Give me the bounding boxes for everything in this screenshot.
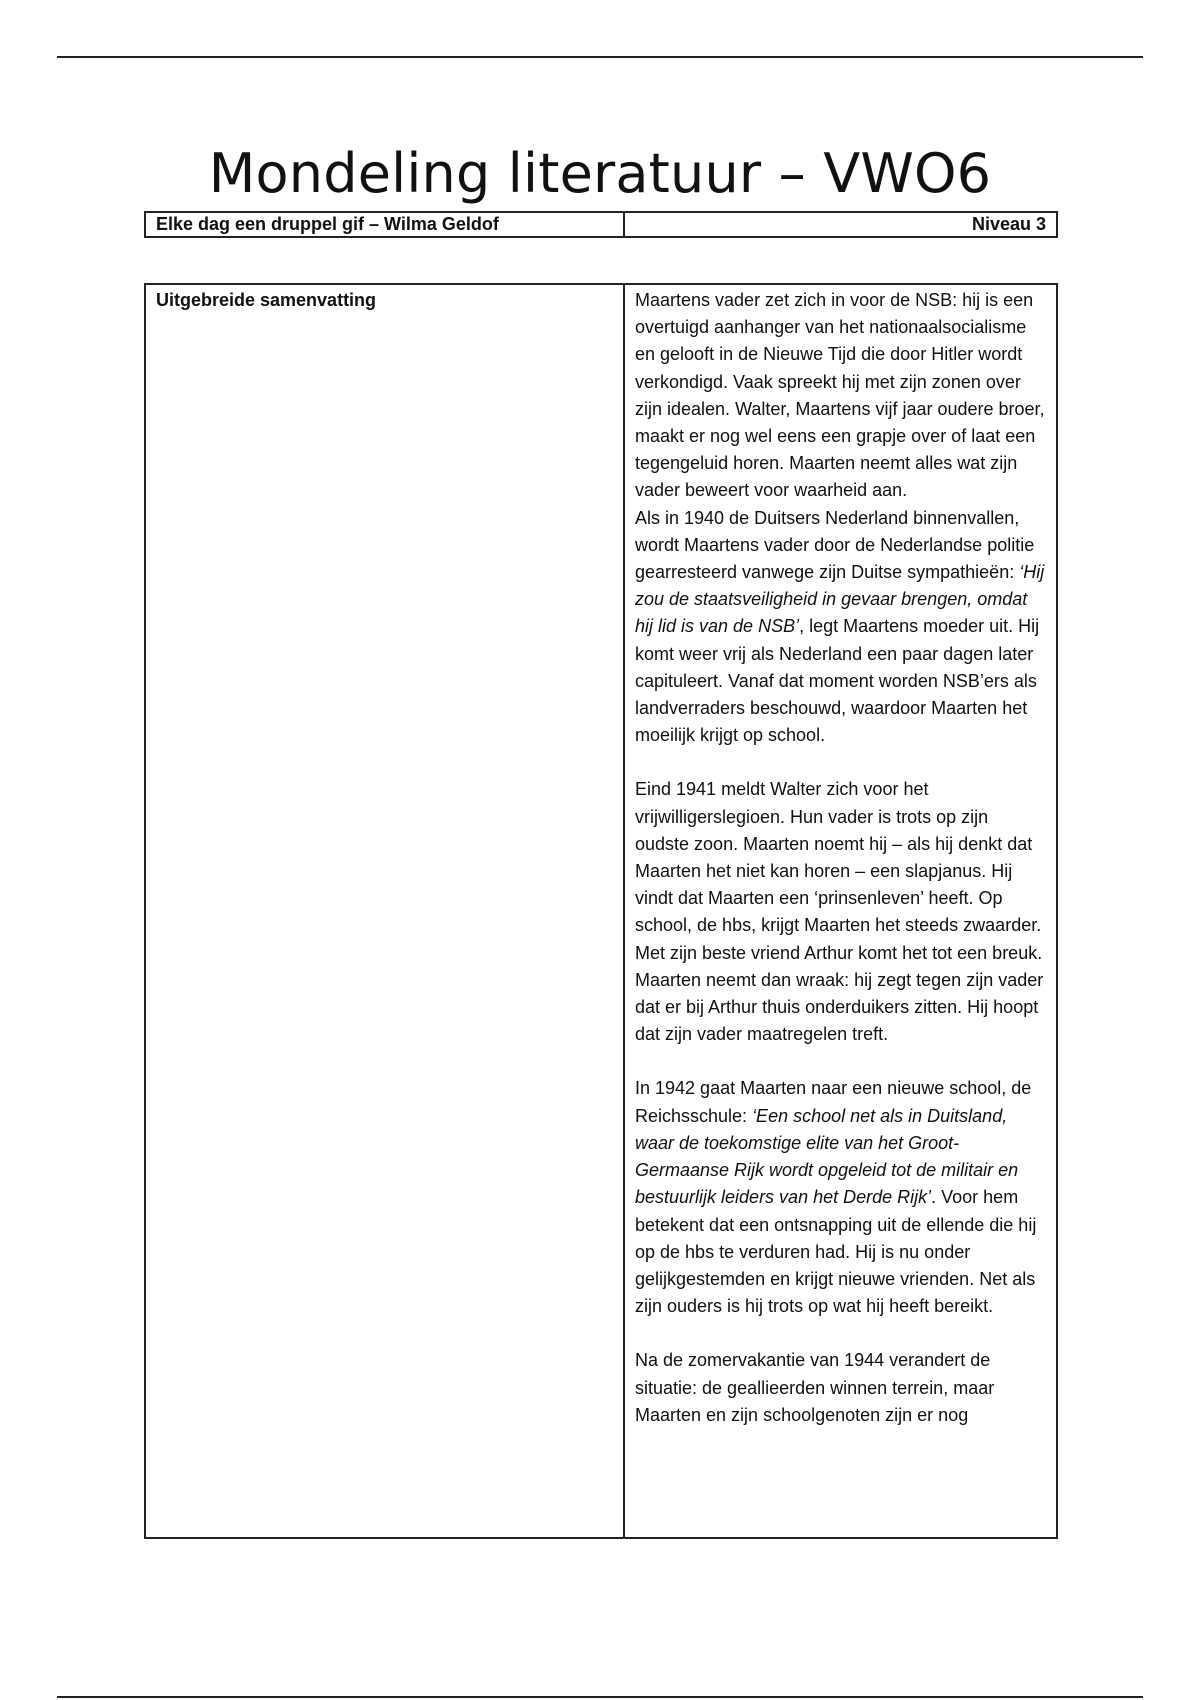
summary-paragraph-5: Na de zomervakantie van 1944 verandert de situatie: de geallieerden winnen terrein, maar Maarten en zijn schoolgenoten zijn er nog [635, 1350, 995, 1425]
summary-text [635, 287, 1046, 1535]
page-title: Mondeling literatuur – VWO6 [208, 142, 992, 205]
summary-paragraph-2 [635, 505, 1046, 750]
page-top-rule [57, 56, 1143, 58]
summary-paragraph-3: Eind 1941 meldt Walter zich voor het vrijwilligerslegioen. Hun vader is trots op zijn oudste zoon. Maarten noemt hij – als hij denkt dat Maarten het niet kan horen – een slapjanus. Hij vindt dat Maarten een ‘prinsenleven’ heeft. Op school, de hbs, krijgt Maarten het steeds zwaarder. Met zijn beste vriend Arthur komt het tot een breuk. Maarten neemt dan wraak: hij zegt tegen zijn vader dat er bij Arthur thuis onderduikers zitten. Hij hoopt dat zijn vader maatregelen treft. [635, 779, 1044, 1045]
summary-paragraph-1: Maartens vader zet zich in voor de NSB: hij is een overtuigd aanhanger van het nationaalsocialisme en gelooft in de Nieuwe Tijd die door Hitler wordt verkondigd. Vaak spreekt hij met zijn zonen over zijn idealen. Walter, Maartens vijf jaar oudere broer, maakt er nog wel eens een grapje over of laat een tegengeluid horen. Maarten neemt alles wat zijn vader beweert voor waarheid aan. [635, 290, 1045, 501]
summary-cell [624, 284, 1057, 1538]
page-bottom-rule [57, 1696, 1143, 1698]
summary-paragraph-2-end: , legt Maartens moeder uit. Hij komt weer vrij als Nederland een paar dagen later capituleert. Vanaf dat moment worden NSB’ers als landverraders beschouwd, waardoor Maarten het moeilijk krijgt op school. [635, 616, 1040, 746]
summary-quote-2: ‘Een school net als in Duitsland, waar de toekomstige elite van het Groot-Germaanse Rijk wordt opgeleid tot de militair en bestuurlijk leiders van het Derde Rijk’ [635, 1105, 1019, 1208]
section-label-cell [145, 284, 624, 1538]
summary-paragraph-4 [635, 1075, 1046, 1320]
book-title-author: Elke dag een druppel gif – Wilma Geldof [145, 212, 624, 237]
summary-paragraph-4-start: In 1942 gaat Maarten naar een nieuwe school, de Reichsschule: [635, 1078, 1032, 1126]
level-label: Niveau 3 [624, 212, 1057, 237]
summary-paragraph-4-end: . Voor hem betekent dat een ontsnapping uit de ellende die hij op de hbs te verduren had. Hij is nu onder gelijkgestemden en krijgt nieuwe vrienden. Net als zijn ouders is hij trots op wat hij heeft bereikt. [635, 1187, 1037, 1317]
summary-paragraph-2-start: Als in 1940 de Duitsers Nederland binnenvallen, wordt Maartens vader door de Nederlandse politie gearresteerd vanwege zijn Duitse sympathieën: [635, 507, 1035, 583]
summary-quote-1: ‘Hij zou de staatsveiligheid in gevaar brengen, omdat hij lid is van de NSB’ [635, 562, 1045, 637]
section-label: Uitgebreide samenvatting [156, 290, 377, 310]
book-header-table [144, 211, 1058, 238]
summary-table [144, 283, 1058, 1539]
